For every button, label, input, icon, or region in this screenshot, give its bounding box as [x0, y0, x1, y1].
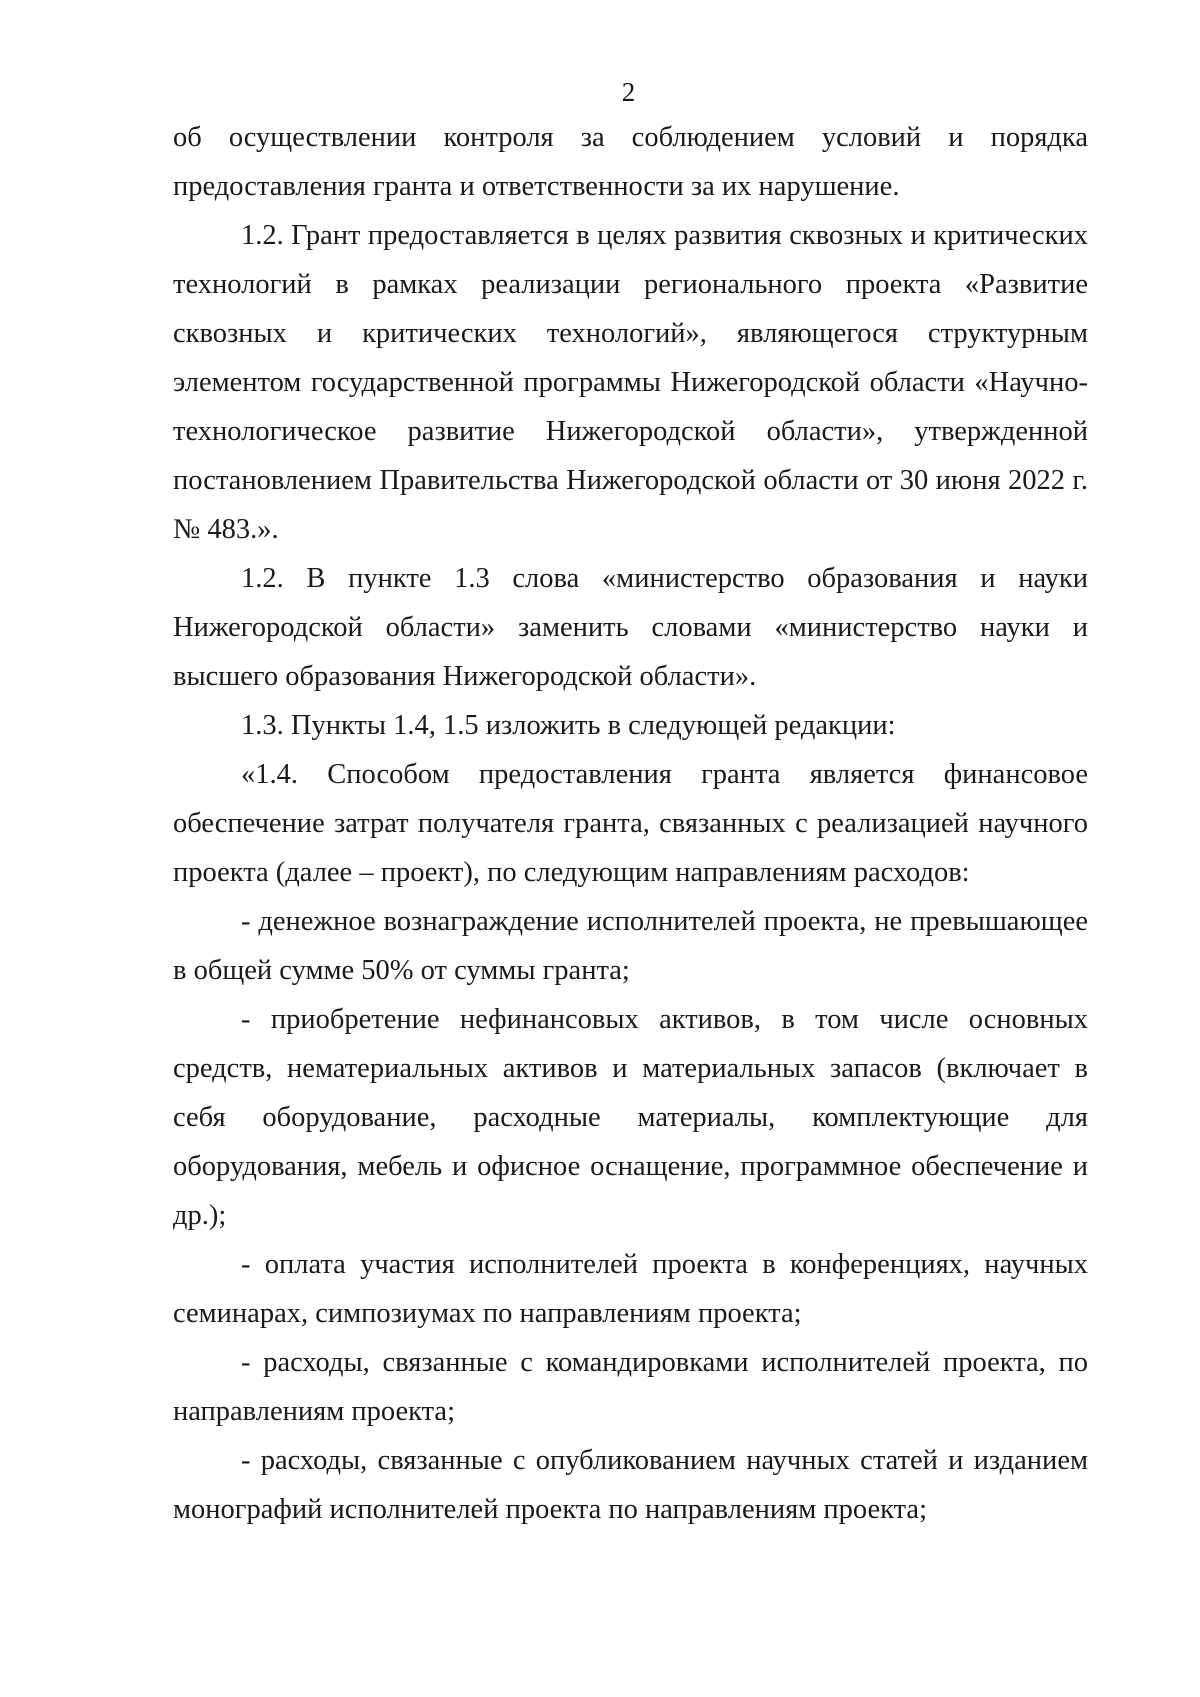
paragraph-item-1-4-method: «1.4. Способом предоставления гранта является финансовое обеспечение затрат получателя гранта, связанных с реализацией научного проекта (далее – проект), по следующим направлениям расходов: [173, 759, 1088, 888]
list-item-business-trips: - расходы, связанные с командировками исполнителей проекта, по направлениям проекта; [173, 1347, 1088, 1427]
document-body [173, 113, 1088, 1534]
list-item-conferences: - оплата участия исполнителей проекта в конференциях, научных семинарах, симпозиумах по направлениям проекта; [173, 1249, 1088, 1329]
paragraph-items-1-4-1-5-heading: 1.3. Пункты 1.4, 1.5 изложить в следующей редакции: [241, 710, 896, 741]
paragraph-item-1-3-wording: 1.2. В пункте 1.3 слова «министерство образования и науки Нижегородской области» заменить словами «министерство науки и высшего образования Нижегородской области». [173, 563, 1088, 692]
paragraph-grant-purpose: 1.2. Грант предоставляется в целях развития сквозных и критических технологий в рамках реализации регионального проекта «Развитие сквозных и критических технологий», являющегося структурным элементом государственной программы Нижегородской области «Научно-технологическое развитие Нижегородской области», утвержденной постановлением Правительства Нижегородской области от 30 июня 2022 г. № 483.». [173, 220, 1088, 545]
page-number: 2 [621, 77, 636, 107]
list-item-nonfinancial-assets: - приобретение нефинансовых активов, в том числе основных средств, нематериальных активов и материальных запасов (включает в себя оборудование, расходные материалы, комплектующие для оборудования, мебель и офисное оснащение, программное обеспечение и др.); [173, 1004, 1088, 1231]
list-item-publications: - расходы, связанные с опубликованием научных статей и изданием монографий исполнителей проекта по направлениям проекта; [173, 1445, 1088, 1525]
list-item-remuneration: - денежное вознаграждение исполнителей проекта, не превышающее в общей сумме 50% от суммы гранта; [173, 906, 1088, 986]
paragraph-continuation: об осуществлении контроля за соблюдением условий и порядка предоставления гранта и ответственности за их нарушение. [173, 122, 1088, 202]
